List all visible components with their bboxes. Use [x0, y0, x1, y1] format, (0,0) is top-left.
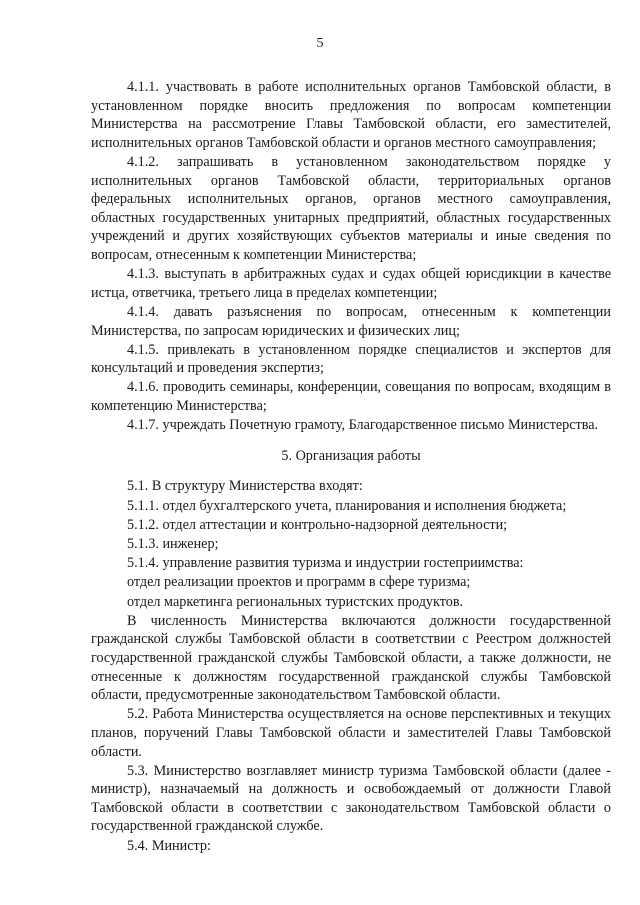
paragraph-5-2: 5.2. Работа Министерства осуществляется на основе перспективных и текущих планов, поручений Главы Тамбовской области и заместителей Главы Тамбовской области. — [91, 706, 611, 760]
paragraph-5-3: 5.3. Министерство возглавляет министр туризма Тамбовской области (далее - министр), назначаемый на должность и освобождаемый от должности Главой Тамбовской области в соответствии с законодательством Тамбовской области о государственной гражданской службе. — [91, 762, 611, 835]
paragraph-4-1-1: 4.1.1. участвовать в работе исполнительных органов Тамбовской области, в установленном порядке вносить предложения по вопросам компетенции Министерства на рассмотрение Главы Тамбовской области, его заместителей, исполнительных органов Тамбовской области и органов местного самоуправления; — [91, 79, 611, 151]
document-body — [91, 78, 611, 856]
paragraph-5-1: 5.1. В структуру Министерства входят: — [127, 478, 363, 495]
paragraph-4-1-6: 4.1.6. проводить семинары, конференции, совещания по вопросам, входящим в компетенцию Министерства; — [91, 379, 611, 415]
paragraph-4-1-5: 4.1.5. привлекать в установленном порядке специалистов и экспертов для консультаций и проведения экспертиз; — [91, 341, 611, 377]
structure-item-5-1-1: 5.1.1. отдел бухгалтерского учета, планирования и исполнения бюджета; — [127, 497, 567, 514]
structure-item-5-1-3: 5.1.3. инженер; — [127, 536, 219, 552]
paragraph-4-1-4: 4.1.4. давать разъяснения по вопросам, отнесенным к компетенции Министерства, по запросам юридических и физических лиц; — [91, 303, 611, 339]
structure-subitem-marketing: отдел маркетинга региональных туристских продуктов. — [127, 593, 464, 610]
paragraph-4-1-7: 4.1.7. учреждать Почетную грамоту, Благодарственное письмо Министерства. — [127, 417, 599, 434]
paragraph-5-4: 5.4. Министр: — [127, 837, 211, 854]
page-number: 5 — [316, 36, 324, 51]
paragraph-staffing: В численность Министерства включаются должности государственной гражданской службы Тамбовской области в соответствии с Реестром должностей государственной гражданской службы Тамбовской области, а также должности, не отнесенные к должностям государственной гражданской службы Тамбовской области, предусмотренные законодательством Тамбовской области. — [91, 612, 611, 704]
structure-item-5-1-4: 5.1.4. управление развития туризма и индустрии гостеприимства: — [127, 555, 524, 572]
paragraph-4-1-2: 4.1.2. запрашивать в установленном законодательством порядке у исполнительных органов Тамбовской области, территориальных органов федеральных исполнительных органов, органов местного самоуправления, областных государственных унитарных предприятий, областных государственных учреждений и других хозяйствующих субъектов материалы и иные сведения по вопросам, отнесенным к компетенции Министерства; — [91, 153, 611, 263]
paragraph-4-1-3: 4.1.3. выступать в арбитражных судах и судах общей юрисдикции в качестве истца, ответчика, третьего лица в пределах компетенции; — [91, 266, 611, 301]
section-heading: 5. Организация работы — [281, 447, 421, 464]
structure-item-5-1-2: 5.1.2. отдел аттестации и контрольно-надзорной деятельности; — [127, 516, 508, 533]
structure-subitem-projects: отдел реализации проектов и программ в сфере туризма; — [127, 574, 471, 591]
